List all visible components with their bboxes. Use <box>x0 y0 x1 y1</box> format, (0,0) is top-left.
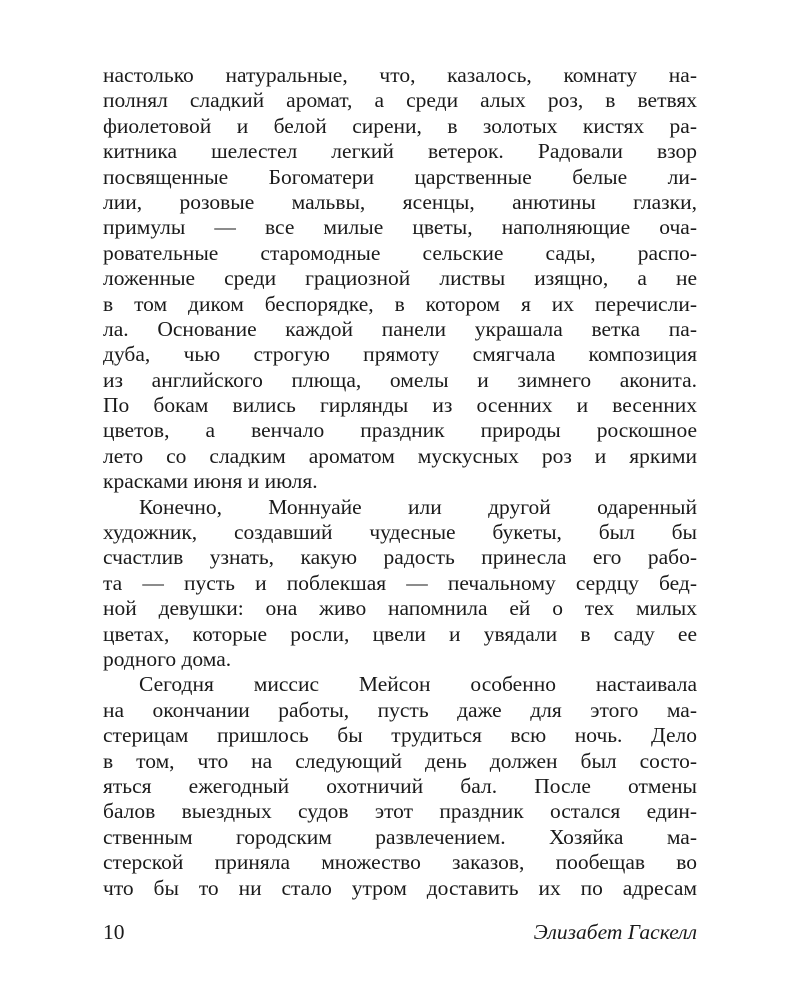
text-line: цветах, которые росли, цвели и увядали в саду ее <box>103 621 697 646</box>
book-page-body <box>103 63 697 901</box>
text-line: что бы то ни стало утром доставить их по адресам <box>103 875 697 900</box>
text-line: китника шелестел легкий ветерок. Радовали взор <box>103 139 697 164</box>
text-line: балов выездных судов этот праздник остался един- <box>103 799 697 824</box>
page-number: 10 <box>103 920 125 944</box>
text-line: красками июня и июля. <box>103 469 318 494</box>
paragraph-3 <box>103 672 697 901</box>
text-line: фиолетовой и белой сирени, в золотых кистях ра- <box>103 113 697 138</box>
text-line: на окончании работы, пусть даже для этого ма- <box>103 697 697 722</box>
text-line: лии, розовые мальвы, ясенцы, анютины глазки, <box>103 189 697 214</box>
text-line: Конечно, Моннуайе или другой одаренный <box>139 494 697 519</box>
text-line: примулы — все милые цветы, наполняющие оча- <box>103 215 697 240</box>
text-line: посвященные Богоматери царственные белые ли- <box>103 164 697 189</box>
text-line: художник, создавший чудесные букеты, был бы <box>103 520 697 545</box>
text-line: стерской приняла множество заказов, пообещав во <box>103 850 697 875</box>
text-line: дуба, чью строгую прямоту смягчала композиция <box>103 342 697 367</box>
text-line: родного дома. <box>103 646 232 671</box>
text-line: в том, что на следующий день должен был состо- <box>103 748 697 773</box>
text-line: По бокам вились гирлянды из осенних и весенних <box>103 393 697 418</box>
running-author: Элизабет Гаскелл <box>533 920 697 944</box>
text-line: настолько натуральные, что, казалось, комнату на- <box>103 63 697 87</box>
text-line: яться ежегодный охотничий бал. После отмены <box>103 773 697 798</box>
text-line: ственным городским развлечением. Хозяйка ма- <box>103 824 697 849</box>
text-line: в том диком беспорядке, в котором я их перечисли- <box>103 291 697 316</box>
text-line: ной девушки: она живо напомнила ей о тех милых <box>103 596 697 621</box>
text-line: цветов, а венчало праздник природы роскошное <box>103 418 697 443</box>
text-line: полнял сладкий аромат, а среди алых роз, в ветвях <box>103 88 697 113</box>
text-line: ложенные среди грациозной листвы изящно, а не <box>103 266 697 291</box>
text-line: счастлив узнать, какую радость принесла его рабо- <box>103 545 697 570</box>
paragraph-2 <box>103 495 697 673</box>
text-line: ровательные старомодные сельские сады, распо- <box>103 240 697 265</box>
text-line: лето со сладким ароматом мускусных роз и яркими <box>103 443 697 468</box>
page-footer <box>103 918 697 946</box>
paragraph-1 <box>103 63 697 495</box>
text-line: из английского плюща, омелы и зимнего аконита. <box>103 367 697 392</box>
text-line: Сегодня миссис Мейсон особенно настаивала <box>139 672 697 697</box>
text-line: стерицам пришлось бы трудиться всю ночь. Дело <box>103 723 697 748</box>
text-line: та — пусть и поблекшая — печальному сердцу бед- <box>103 570 697 595</box>
text-line: ла. Основание каждой панели украшала ветка па- <box>103 316 697 341</box>
